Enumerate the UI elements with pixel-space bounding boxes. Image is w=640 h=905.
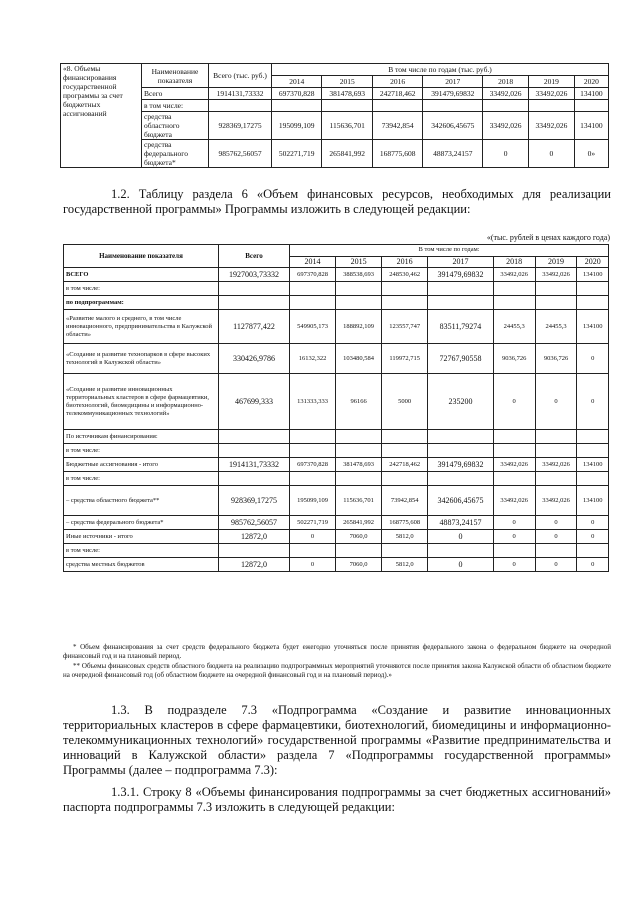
cell: 33492,026 [483, 88, 529, 100]
cell: 7060,0 [336, 558, 382, 572]
cell: 342606,45675 [428, 486, 494, 516]
cell: 0 [535, 374, 577, 430]
cell [493, 544, 535, 558]
row-name: Бюджетные ассигнования - итого [64, 458, 219, 472]
cell: 134100 [577, 486, 609, 516]
cell: 0 [493, 516, 535, 530]
cell: 123557,747 [382, 310, 428, 344]
column-header-name: Наименование показателя [142, 64, 209, 88]
cell [577, 472, 609, 486]
cell: 24455,3 [535, 310, 577, 344]
year-header: 2019 [535, 256, 577, 268]
row-name: – средства областного бюджета** [64, 486, 219, 516]
cell: 502271,719 [290, 516, 336, 530]
table-row [64, 558, 609, 572]
cell [428, 444, 494, 458]
cell: 0 [577, 374, 609, 430]
cell [577, 544, 609, 558]
row-name: Иные источники - итого [64, 530, 219, 544]
cell: 168775,608 [382, 516, 428, 530]
cell: 265841,992 [322, 140, 372, 168]
cell [382, 472, 428, 486]
row-name: «Создание и развитие технопарков в сфере высоких технологий в Калужской области» [64, 344, 219, 374]
cell: 96166 [336, 374, 382, 430]
cell [290, 544, 336, 558]
cell: 195099,109 [272, 112, 322, 140]
cell: 33492,026 [493, 486, 535, 516]
cell [493, 444, 535, 458]
row-total [219, 472, 290, 486]
cell: 9036,726 [493, 344, 535, 374]
table-row [64, 544, 609, 558]
row-total: 1914131,73332 [209, 88, 272, 100]
cell [290, 296, 336, 310]
cell: 697370,828 [290, 458, 336, 472]
cell: 0 [428, 558, 494, 572]
year-header: 2017 [428, 256, 494, 268]
row-name: по подпрограммам: [64, 296, 219, 310]
column-header-total: Всего [219, 245, 290, 268]
cell [382, 296, 428, 310]
year-header: 2015 [322, 76, 372, 88]
table-row [64, 472, 609, 486]
footnote-1: * Объем финансирования за счет средств федерального бюджета будет ежегодно уточняться после принятия федерального закона о федеральном бюджете на очередной финансовый год и на плановый период. [63, 643, 611, 660]
cell: 73942,854 [372, 112, 422, 140]
table-row [64, 296, 609, 310]
table-row [64, 486, 609, 516]
cell: 248530,462 [382, 268, 428, 282]
cell: 391479,69832 [428, 268, 494, 282]
cell [428, 544, 494, 558]
row-name: средства областного бюджета [142, 112, 209, 140]
year-header: 2016 [372, 76, 422, 88]
row-name: в том числе: [64, 282, 219, 296]
cell [577, 282, 609, 296]
cell: 0 [535, 558, 577, 572]
cell: 134100 [577, 268, 609, 282]
cell: 235200 [428, 374, 494, 430]
cell: 381478,693 [322, 88, 372, 100]
row-total: 12872,0 [219, 558, 290, 572]
row-name: По источникам финансирования: [64, 430, 219, 444]
table-row [61, 140, 609, 168]
cell: 33492,026 [493, 458, 535, 472]
cell: 0 [577, 530, 609, 544]
cell: 242718,462 [382, 458, 428, 472]
cell [535, 444, 577, 458]
column-header-total: Всего (тыс. руб.) [209, 64, 272, 88]
cell: 48873,24157 [428, 516, 494, 530]
table-row [61, 100, 609, 112]
year-header: 2018 [483, 76, 529, 88]
cell: 16132,322 [290, 344, 336, 374]
row-total: 1914131,73332 [219, 458, 290, 472]
cell: 242718,462 [372, 88, 422, 100]
year-header: 2015 [336, 256, 382, 268]
cell: 24455,3 [493, 310, 535, 344]
cell: 33492,026 [493, 268, 535, 282]
cell: 195099,109 [290, 486, 336, 516]
table-row [64, 444, 609, 458]
cell [577, 430, 609, 444]
row-total: 928369,17275 [209, 112, 272, 140]
row-name: – средства федерального бюджета* [64, 516, 219, 530]
row-total [219, 430, 290, 444]
cell: 33492,026 [535, 486, 577, 516]
cell [336, 544, 382, 558]
cell [493, 472, 535, 486]
cell: 0 [535, 516, 577, 530]
cell: 0» [574, 140, 608, 168]
cell: 0 [493, 530, 535, 544]
cell [290, 444, 336, 458]
table-row-label: «8. Объемы финансирования государственной программы за счет бюджетных ассигнований [61, 64, 142, 168]
cell: 0 [493, 558, 535, 572]
cell [336, 282, 382, 296]
cell: 5812,0 [382, 558, 428, 572]
table-row [61, 112, 609, 140]
cell: 134100 [574, 88, 608, 100]
cell: 119972,715 [382, 344, 428, 374]
cell: 115636,701 [336, 486, 382, 516]
paragraph-1-2: 1.2. Таблицу раздела 6 «Объем финансовых ресурсов, необходимых для реализации государственной программы» Программы изложить в следующей редакции: [63, 187, 611, 216]
row-name: в том числе: [64, 544, 219, 558]
cell: 391479,69832 [423, 88, 483, 100]
cell [382, 444, 428, 458]
cell [535, 544, 577, 558]
table-row [61, 88, 609, 100]
cell [493, 430, 535, 444]
year-header: 2014 [290, 256, 336, 268]
year-header: 2016 [382, 256, 428, 268]
cell: 0 [535, 530, 577, 544]
cell: 72767,90558 [428, 344, 494, 374]
cell [493, 282, 535, 296]
cell: 115636,701 [322, 112, 372, 140]
cell [577, 296, 609, 310]
cell: 502271,719 [272, 140, 322, 168]
funding-summary-table [60, 63, 609, 168]
row-total [219, 544, 290, 558]
row-name: Всего [142, 88, 209, 100]
table-row [64, 430, 609, 444]
year-header: 2017 [423, 76, 483, 88]
cell [535, 472, 577, 486]
cell [336, 296, 382, 310]
footnote-2: ** Объемы финансовых средств областного бюджета на реализацию подпрограммных мероприятий уточняются после принятия закона Калужской области об областном бюджете на очередной финансовый год (об областном бюджете на очередной финансовый год и на плановый период).» [63, 662, 611, 679]
table-row [64, 268, 609, 282]
row-name: «Создание и развитие инновационных территориальных кластеров в сфере фармацевтики, биотехнологий, биомедицины и информационно-телекоммуникационных технологий» [64, 374, 219, 430]
cell: 9036,726 [535, 344, 577, 374]
cell: 188892,109 [336, 310, 382, 344]
row-total: 985762,56057 [209, 140, 272, 168]
table-row [64, 310, 609, 344]
cell: 168775,608 [372, 140, 422, 168]
cell: 0 [529, 140, 575, 168]
year-header: 2018 [493, 256, 535, 268]
column-header-years: В том числе по годам (тыс. руб.) [272, 64, 609, 76]
row-total: 1127877,422 [219, 310, 290, 344]
row-total: 928369,17275 [219, 486, 290, 516]
cell: 5812,0 [382, 530, 428, 544]
table-row [64, 344, 609, 374]
cell [382, 282, 428, 296]
row-total: 1927003,73332 [219, 268, 290, 282]
row-total [219, 444, 290, 458]
row-name: в том числе: [142, 100, 209, 112]
cell: 0 [577, 516, 609, 530]
row-name: средства федерального бюджета* [142, 140, 209, 168]
cell: 48873,24157 [423, 140, 483, 168]
cell [336, 430, 382, 444]
cell: 7060,0 [336, 530, 382, 544]
year-header: 2020 [574, 76, 608, 88]
row-total: 330426,9786 [219, 344, 290, 374]
cell: 0 [577, 558, 609, 572]
cell: 697370,828 [272, 88, 322, 100]
cell: 33492,026 [529, 112, 575, 140]
cell: 134100 [577, 310, 609, 344]
cell [290, 430, 336, 444]
table-row [64, 374, 609, 430]
cell: 0 [483, 140, 529, 168]
cell: 33492,026 [535, 458, 577, 472]
cell [336, 472, 382, 486]
cell [382, 430, 428, 444]
column-header-years: В том числе по годам: [290, 245, 609, 257]
year-header: 2020 [577, 256, 609, 268]
cell: 73942,854 [382, 486, 428, 516]
row-name: «Развитие малого и среднего, в том числе инновационного, предпринимательства в Калужской области» [64, 310, 219, 344]
cell [290, 472, 336, 486]
financial-resources-table [63, 244, 609, 572]
cell: 0 [290, 530, 336, 544]
row-total: 467699,333 [219, 374, 290, 430]
cell [577, 444, 609, 458]
cell: 697370,828 [290, 268, 336, 282]
cell: 0 [493, 374, 535, 430]
cell: 83511,79274 [428, 310, 494, 344]
table-row [64, 516, 609, 530]
cell: 0 [577, 344, 609, 374]
cell: 0 [428, 530, 494, 544]
row-total: 985762,56057 [219, 516, 290, 530]
year-header: 2019 [529, 76, 575, 88]
cell [535, 430, 577, 444]
row-name: ВСЕГО [64, 268, 219, 282]
cell [428, 282, 494, 296]
cell: 391479,69832 [428, 458, 494, 472]
cell [290, 282, 336, 296]
paragraph-1-3: 1.3. В подразделе 7.3 «Подпрограмма «Создание и развитие инновационных территориальных кластеров в сфере фармацевтики, биотехнологий, биомедицины и информационно-телекоммуникационных технологий» государственной программы «Развитие предпринимательства и инноваций в Калужской области» раздела 7 «Подпрограммы государственной программы» Программы (далее – подпрограмма 7.3): [63, 703, 611, 777]
cell: 0 [290, 558, 336, 572]
cell: 549905,173 [290, 310, 336, 344]
paragraph-1-3-1: 1.3.1. Строку 8 «Объемы финансирования подпрограммы за счет бюджетных ассигнований» паспорта подпрограммы 7.3 изложить в следующей редакции: [63, 785, 611, 814]
cell [336, 444, 382, 458]
cell [428, 430, 494, 444]
cell [382, 544, 428, 558]
cell: 33492,026 [535, 268, 577, 282]
cell [428, 296, 494, 310]
table-row [64, 282, 609, 296]
row-name: в том числе: [64, 472, 219, 486]
year-header: 2014 [272, 76, 322, 88]
cell: 33492,026 [529, 88, 575, 100]
cell: 33492,026 [483, 112, 529, 140]
cell: 134100 [577, 458, 609, 472]
cell: 131333,333 [290, 374, 336, 430]
cell: 342606,45675 [423, 112, 483, 140]
units-note: «(тыс. рублей в ценах каждого года) [486, 233, 610, 242]
cell [535, 282, 577, 296]
cell: 5000 [382, 374, 428, 430]
cell: 381478,693 [336, 458, 382, 472]
cell [428, 472, 494, 486]
table-row [64, 458, 609, 472]
row-total [219, 296, 290, 310]
row-total [219, 282, 290, 296]
row-name: в том числе: [64, 444, 219, 458]
cell: 388538,693 [336, 268, 382, 282]
table-row [64, 530, 609, 544]
cell: 103480,584 [336, 344, 382, 374]
cell: 134100 [574, 112, 608, 140]
cell [493, 296, 535, 310]
row-total: 12872,0 [219, 530, 290, 544]
cell [535, 296, 577, 310]
cell: 265841,992 [336, 516, 382, 530]
column-header-name: Наименование показателя [64, 245, 219, 268]
row-name: средства местных бюджетов [64, 558, 219, 572]
